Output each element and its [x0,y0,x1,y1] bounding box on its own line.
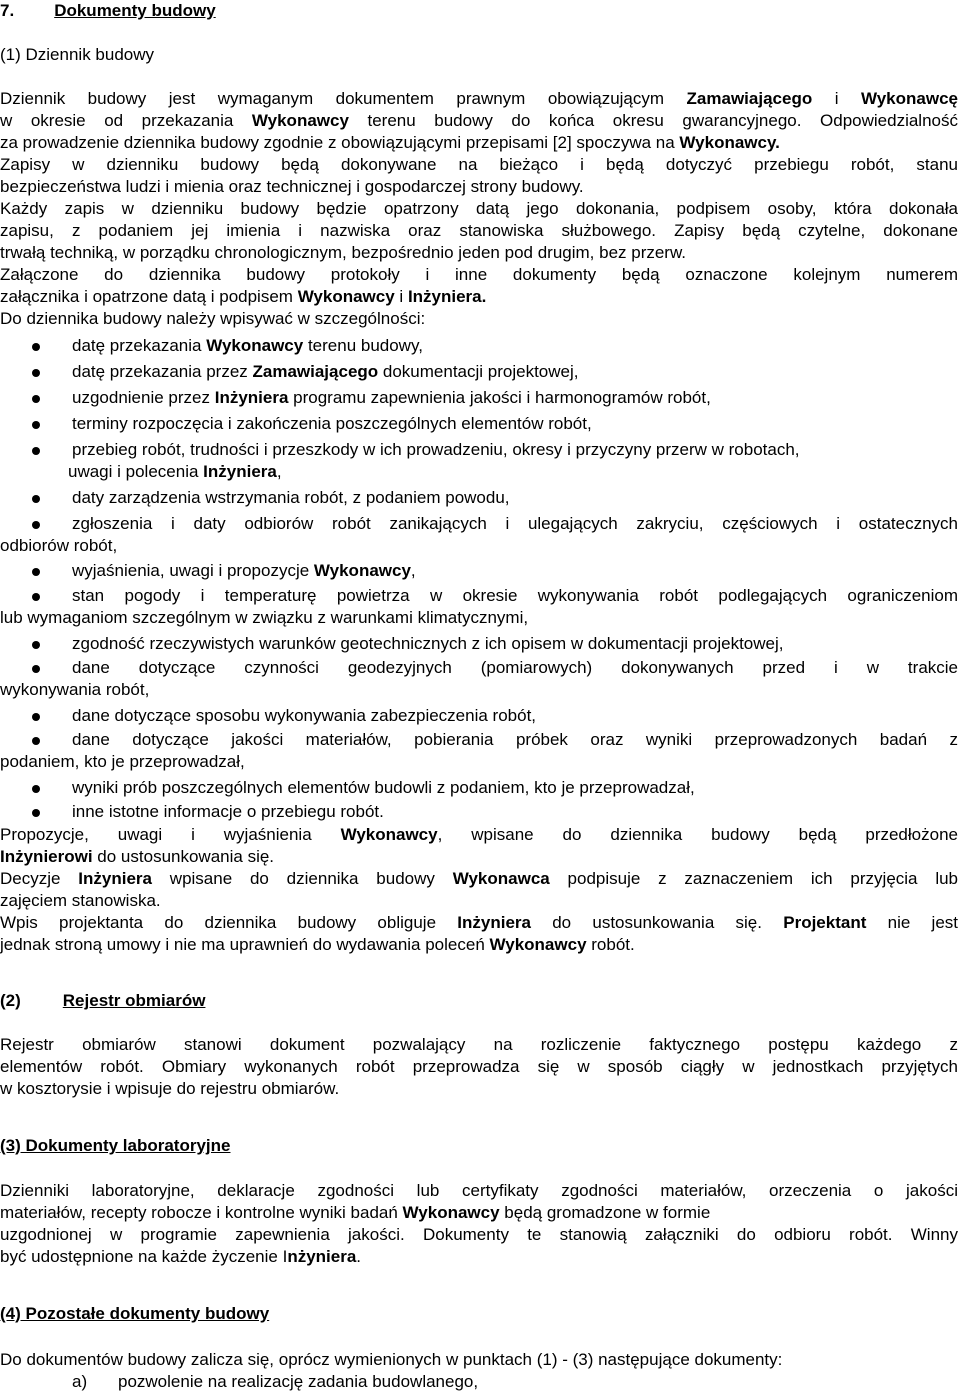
paragraph-line: zapisu, z podaniem jej imienia i nazwiska oraz stanowiska służbowego. Zapisy będą czytelne, dokonane [0,221,958,240]
lettered-item-text: pozwolenie na realizację zadania budowlanego, [118,1372,479,1391]
paragraph-line: Dziennik budowy jest wymaganym dokumentem prawnym obowiązującym Zamawiającego i Wykonawcę [0,89,958,108]
list-item: zgodność rzeczywistych warunków geotechnicznych z ich opisem w dokumentacji projektowej, [72,634,784,653]
paragraph-line: w okresie od przekazania Wykonawcy terenu budowy do końca okresu gwarancyjnego. Odpowiedzialność [0,111,958,130]
subsection-heading-2: (2) Rejestr obmiarów [0,991,206,1010]
list-item-continuation: podaniem, kto je przeprowadzał, [0,752,245,771]
subsection-heading-1: (1) Dziennik budowy [0,45,155,64]
paragraph-line: Do dokumentów budowy zalicza się, oprócz wymienionych w punktach (1) - (3) następujące dokumenty: [0,1350,783,1369]
section-heading [0,0,216,22]
paragraph-line: być udostępnione na każde życzenie Inżyniera. [0,1247,362,1266]
bullet-icon [32,395,40,403]
paragraph-line: Decyzje Inżyniera wpisane do dziennika budowy Wykonawca podpisuje z zaznaczeniem ich przyjęcia lub [0,869,959,888]
bullet-icon [32,713,40,721]
bullet-icon [32,369,40,377]
paragraph-line: uzgodnionej w programie zapewnienia jakości. Dokumenty te stanowią załączniki do odbioru robót. Winny [0,1225,958,1244]
list-item: stan pogody i temperaturę powietrza w okresie wykonywania robót podlegających ograniczeniom [72,586,958,605]
paragraph-line: Załączone do dziennika budowy protokoły i inne dokumenty będą oznaczone kolejnym numerem [0,265,958,284]
list-item: dane dotyczące jakości materiałów, pobierania próbek oraz wyniki przeprowadzonych badań z [72,730,958,749]
list-item: zgłoszenia i daty odbiorów robót zanikających i ulegających zakryciu, częściowych i ostatecznych [72,514,958,533]
subsection-heading-3: (3) Dokumenty laboratoryjne [0,1136,231,1155]
list-item-continuation: uwagi i polecenia Inżyniera, [68,462,282,481]
paragraph-line: Rejestr obmiarów stanowi dokument pozwalający na rozliczenie faktycznego postępu każdego z [0,1035,958,1054]
paragraph-line: Dzienniki laboratoryjne, deklaracje zgodności lub certyfikaty zgodności materiałów, orzeczenia o jakości [0,1181,958,1200]
list-item: daty zarządzenia wstrzymania robót, z podaniem powodu, [72,488,510,507]
list-item: wyniki prób poszczególnych elementów budowli z podaniem, kto je przeprowadzał, [72,778,695,797]
list-item: terminy rozpoczęcia i zakończenia poszczególnych elementów robót, [72,414,592,433]
list-item: przebieg robót, trudności i przeszkody w ich prowadzeniu, okresy i przyczyny przerw w robotach, [72,440,800,459]
bullet-icon [32,737,40,745]
paragraph-line: Propozycje, uwagi i wyjaśnienia Wykonawcy, wpisane do dziennika budowy będą przedłożone [0,825,958,844]
section-title: Dokumenty budowy [54,1,216,20]
bullet-icon [32,641,40,649]
paragraph-line: Do dziennika budowy należy wpisywać w szczególności: [0,309,426,328]
paragraph-line: trwałą techniką, w porządku chronologicznym, bezpośrednio jeden pod drugim, bez przerw. [0,243,687,262]
bullet-icon [32,447,40,455]
bullet-icon [32,568,40,576]
paragraph-line: Wpis projektanta do dziennika budowy obliguje Inżyniera do ustosunkowania się. Projektant nie jest [0,913,958,932]
paragraph-line: bezpieczeństwa ludzi i mienia oraz technicznej i gospodarczej strony budowy. [0,177,584,196]
paragraph-line: załącznika i opatrzone datą i podpisem Wykonawcy i Inżyniera. [0,287,487,306]
paragraph-line: Zapisy w dzienniku budowy będą dokonywane na bieżąco i będą dotyczyć przebiegu robót, stanu [0,155,958,174]
list-item: uzgodnienie przez Inżyniera programu zapewnienia jakości i harmonogramów robót, [72,388,711,407]
lettered-item-label: a) [72,1372,88,1391]
bullet-icon [32,521,40,529]
bullet-icon [32,809,40,817]
paragraph-line: jednak stroną umowy i nie ma uprawnień do wydawania poleceń Wykonawcy robót. [0,935,635,954]
subsection-heading-4: (4) Pozostałe dokumenty budowy [0,1304,270,1323]
section-number: 7. [0,1,15,20]
paragraph-line: za prowadzenie dziennika budowy zgodnie z obowiązującymi przepisami [2] spoczywa na Wykonawcy. [0,133,780,152]
list-item-continuation: lub wymaganiom szczególnym w związku z warunkami klimatycznymi, [0,608,529,627]
list-item-continuation: wykonywania robót, [0,680,150,699]
paragraph-line: zajęciem stanowiska. [0,891,161,910]
paragraph-line: Każdy zapis w dzienniku budowy będzie opatrzony datą jego dokonania, podpisem osoby, która dokonała [0,199,958,218]
list-item-continuation: odbiorów robót, [0,536,118,555]
list-item: dane dotyczące sposobu wykonywania zabezpieczenia robót, [72,706,537,725]
list-item: wyjaśnienia, uwagi i propozycje Wykonawcy, [72,561,416,580]
bullet-icon [32,421,40,429]
list-item: dane dotyczące czynności geodezyjnych (pomiarowych) dokonywanych przed i w trakcie [72,658,958,677]
list-item: datę przekazania przez Zamawiającego dokumentacji projektowej, [72,362,579,381]
paragraph-line: Inżynierowi do ustosunkowania się. [0,847,275,866]
list-item: inne istotne informacje o przebiegu robót. [72,802,384,821]
list-item: datę przekazania Wykonawcy terenu budowy, [72,336,423,355]
bullet-icon [32,343,40,351]
bullet-icon [32,593,40,601]
bullet-icon [32,665,40,673]
paragraph-line: w kosztorysie i wpisuje do rejestru obmiarów. [0,1079,340,1098]
paragraph-line: materiałów, recepty robocze i kontrolne wyniki badań Wykonawcy będą gromadzone w formie [0,1203,711,1222]
bullet-icon [32,785,40,793]
paragraph-line: elementów robót. Obmiary wykonanych robót przeprowadza się w sposób ciągły w jednostkach przyjętych [0,1057,958,1076]
bullet-icon [32,495,40,503]
